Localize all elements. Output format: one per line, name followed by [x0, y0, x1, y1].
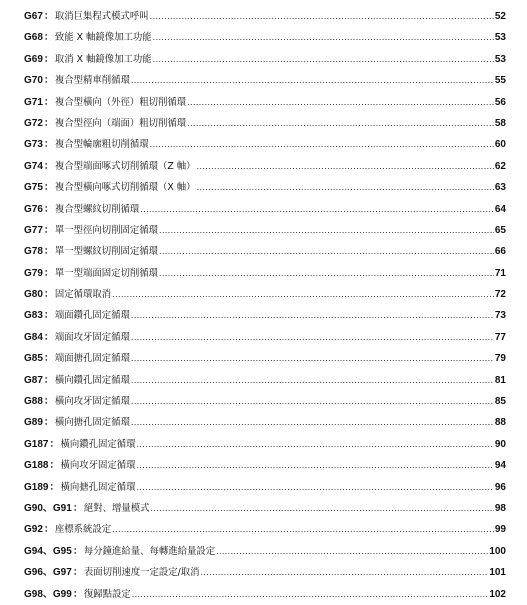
dot-leader [187, 113, 494, 134]
toc-title: 取消 X 軸鏡像加工功能 [54, 53, 152, 65]
toc-code: G77 [24, 224, 43, 236]
toc-code: G87 [24, 374, 43, 386]
dot-leader [140, 199, 494, 220]
toc-entry-g71[interactable] [24, 92, 506, 113]
toc-separator: ： [49, 481, 60, 493]
toc-title: 復歸點設定 [83, 588, 131, 600]
toc-entry-g77[interactable] [24, 220, 506, 241]
toc-page-number: 94 [494, 460, 506, 472]
toc-page-number: 99 [494, 524, 506, 536]
toc-code: G189 [24, 481, 49, 493]
dot-leader [150, 498, 493, 519]
toc-title: 複合型橫向啄式切削循環（X 軸） [54, 182, 196, 194]
dot-leader [153, 49, 494, 70]
toc-separator: ： [43, 310, 54, 322]
dot-leader [131, 391, 494, 412]
toc-separator: ： [43, 224, 54, 236]
toc-code: G94、G95 [24, 545, 72, 557]
toc-page-number: 101 [489, 567, 506, 579]
toc-entry-g83[interactable] [24, 305, 506, 326]
toc-title: 橫向攻牙固定循環 [60, 460, 136, 472]
toc-page-number: 63 [494, 182, 506, 194]
toc-separator: ： [43, 160, 54, 172]
toc-separator: ： [43, 267, 54, 279]
dot-leader [112, 519, 494, 540]
toc-separator: ： [43, 524, 54, 536]
toc-page-number: 98 [494, 502, 506, 514]
toc-separator: ： [49, 460, 60, 472]
toc-separator: ： [43, 374, 54, 386]
toc-title: 表面切削速度一定設定/取消 [83, 567, 200, 579]
toc-code: G67 [24, 11, 43, 22]
toc-entry-g67[interactable] [24, 6, 506, 27]
toc-code: G187 [24, 438, 49, 450]
dot-leader [131, 305, 494, 326]
toc-page-number: 62 [494, 160, 506, 172]
dot-leader [187, 92, 494, 113]
toc-code: G88 [24, 396, 43, 408]
toc-entry-g98-g99[interactable] [24, 584, 506, 605]
dot-leader [150, 6, 494, 27]
toc-entry-g84[interactable] [24, 327, 506, 348]
toc-code: G68 [24, 32, 43, 44]
toc-title: 橫向鑽孔固定循環 [54, 374, 130, 386]
toc-title: 致能 X 軸鏡像加工功能 [54, 32, 152, 44]
toc-title: 複合型端面啄式切削循環（Z 軸） [54, 160, 196, 172]
toc-code: G84 [24, 331, 43, 343]
toc-separator: ： [72, 588, 83, 600]
toc-separator: ： [43, 331, 54, 343]
toc-title: 每分鐘進給量、每轉進給量設定 [83, 545, 216, 557]
toc-page-number: 56 [494, 96, 506, 108]
toc-entry-g76[interactable] [24, 199, 506, 220]
toc-page-number: 72 [494, 289, 506, 301]
toc-entry-g96-g97[interactable] [24, 562, 506, 583]
toc-separator: ： [72, 567, 83, 579]
toc-code: G74 [24, 160, 43, 172]
toc-separator: ： [43, 11, 54, 22]
toc-entry-g73[interactable] [24, 134, 506, 155]
toc-page-number: 58 [494, 117, 506, 129]
toc-code: G79 [24, 267, 43, 279]
toc-entry-g87[interactable] [24, 370, 506, 391]
toc-title: 橫向搪孔固定循環 [54, 417, 130, 429]
toc-entry-g79[interactable] [24, 263, 506, 284]
toc-title: 固定循環取消 [54, 289, 112, 301]
toc-page-number: 88 [494, 417, 506, 429]
toc-page-number: 73 [494, 310, 506, 322]
toc-page-number: 102 [489, 588, 506, 600]
toc-entry-g187[interactable] [24, 434, 506, 455]
toc-entry-g94-g95[interactable] [24, 541, 506, 562]
toc-separator: ： [43, 32, 54, 44]
toc-title: 絕對、增量模式 [83, 502, 150, 514]
toc-entry-g189[interactable] [24, 477, 506, 498]
toc-separator: ： [43, 139, 54, 151]
toc-title: 單一型端面固定切削循環 [54, 267, 159, 279]
dot-leader [132, 584, 489, 605]
toc-entry-g85[interactable] [24, 348, 506, 369]
dot-leader [131, 412, 494, 433]
toc-title: 複合型精車削循環 [54, 75, 130, 87]
dot-leader [216, 541, 488, 562]
toc-code: G73 [24, 139, 43, 151]
dot-leader [112, 284, 494, 305]
toc-code: G76 [24, 203, 43, 215]
toc-page-number: 60 [494, 139, 506, 151]
toc-code: G85 [24, 353, 43, 365]
toc-code: G78 [24, 246, 43, 258]
dot-leader [136, 455, 493, 476]
toc-page-number: 52 [494, 11, 506, 22]
toc-code: G72 [24, 117, 43, 129]
toc-title: 單一型徑向切削固定循環 [54, 224, 159, 236]
toc-page-number: 53 [494, 32, 506, 44]
toc-separator: ： [43, 117, 54, 129]
toc-title: 取消巨集程式模式呼叫 [54, 11, 149, 22]
toc-entry-g69[interactable] [24, 49, 506, 70]
toc-separator: ： [43, 353, 54, 365]
toc-page-number: 64 [494, 203, 506, 215]
toc-title: 橫向搪孔固定循環 [60, 481, 136, 493]
dot-leader [131, 327, 494, 348]
toc-title: 端面搪孔固定循環 [54, 353, 130, 365]
dot-leader [200, 562, 488, 583]
toc-entry-g80[interactable] [24, 284, 506, 305]
dot-leader [136, 477, 493, 498]
dot-leader [159, 263, 494, 284]
toc-code: G188 [24, 460, 49, 472]
toc-code: G70 [24, 75, 43, 87]
toc-separator: ： [43, 75, 54, 87]
toc-page-number: 66 [494, 246, 506, 258]
toc-page-number: 77 [494, 331, 506, 343]
toc-page-number: 53 [494, 53, 506, 65]
dot-leader [159, 220, 494, 241]
toc-separator: ： [72, 545, 83, 557]
toc-code: G90、G91 [24, 502, 72, 514]
toc-entry-g78[interactable] [24, 241, 506, 262]
toc-separator: ： [43, 417, 54, 429]
dot-leader [131, 348, 494, 369]
dot-leader [197, 177, 494, 198]
dot-leader [136, 434, 493, 455]
toc-page-number: 100 [489, 545, 506, 557]
toc-page-number: 79 [494, 353, 506, 365]
toc-entry-g188[interactable] [24, 455, 506, 476]
toc-entry-g74[interactable] [24, 156, 506, 177]
toc-entry-g88[interactable] [24, 391, 506, 412]
toc-entry-g70[interactable] [24, 70, 506, 91]
toc-page-number: 96 [494, 481, 506, 493]
toc-title: 複合型螺紋切削循環 [54, 203, 140, 215]
toc-separator: ： [43, 53, 54, 65]
dot-leader [153, 27, 494, 48]
toc-code: G89 [24, 417, 43, 429]
toc-entry-g89[interactable] [24, 412, 506, 433]
dot-leader [131, 70, 494, 91]
toc-code: G69 [24, 53, 43, 65]
toc-separator: ： [43, 182, 54, 194]
toc-entry-g72[interactable] [24, 113, 506, 134]
toc-separator: ： [49, 438, 60, 450]
toc-code: G80 [24, 289, 43, 301]
toc-title: 複合型橫向（外徑）粗切削循環 [54, 96, 187, 108]
toc-code: G92 [24, 524, 43, 536]
toc-separator: ： [72, 502, 83, 514]
toc-separator: ： [43, 96, 54, 108]
toc-code: G83 [24, 310, 43, 322]
dot-leader [150, 134, 494, 155]
dot-leader [131, 370, 494, 391]
toc-page-number: 65 [494, 224, 506, 236]
toc-title: 端面攻牙固定循環 [54, 331, 130, 343]
toc-title: 複合型輪廓粗切削循環 [54, 139, 149, 151]
toc-title: 橫向攻牙固定循環 [54, 396, 130, 408]
table-of-contents [24, 6, 506, 605]
toc-page-number: 71 [494, 267, 506, 279]
toc-title: 端面鑽孔固定循環 [54, 310, 130, 322]
toc-title: 單一型螺紋切削固定循環 [54, 246, 159, 258]
toc-page-number: 55 [494, 75, 506, 87]
toc-page-number: 85 [494, 396, 506, 408]
toc-code: G98、G99 [24, 588, 72, 600]
toc-entry-g92[interactable] [24, 519, 506, 540]
toc-title: 複合型徑向（端面）粗切削循環 [54, 117, 187, 129]
toc-entry-g90-g91[interactable] [24, 498, 506, 519]
toc-separator: ： [43, 289, 54, 301]
toc-entry-g68[interactable] [24, 27, 506, 48]
toc-title: 橫向鑽孔固定循環 [60, 438, 136, 450]
toc-code: G71 [24, 96, 43, 108]
toc-code: G75 [24, 182, 43, 194]
toc-page-number: 90 [494, 438, 506, 450]
toc-separator: ： [43, 203, 54, 215]
toc-entry-g75[interactable] [24, 177, 506, 198]
dot-leader [159, 241, 494, 262]
dot-leader [197, 156, 494, 177]
toc-code: G96、G97 [24, 567, 72, 579]
toc-separator: ： [43, 246, 54, 258]
toc-separator: ： [43, 396, 54, 408]
toc-page-number: 81 [494, 374, 506, 386]
toc-title: 座標系統設定 [54, 524, 112, 536]
